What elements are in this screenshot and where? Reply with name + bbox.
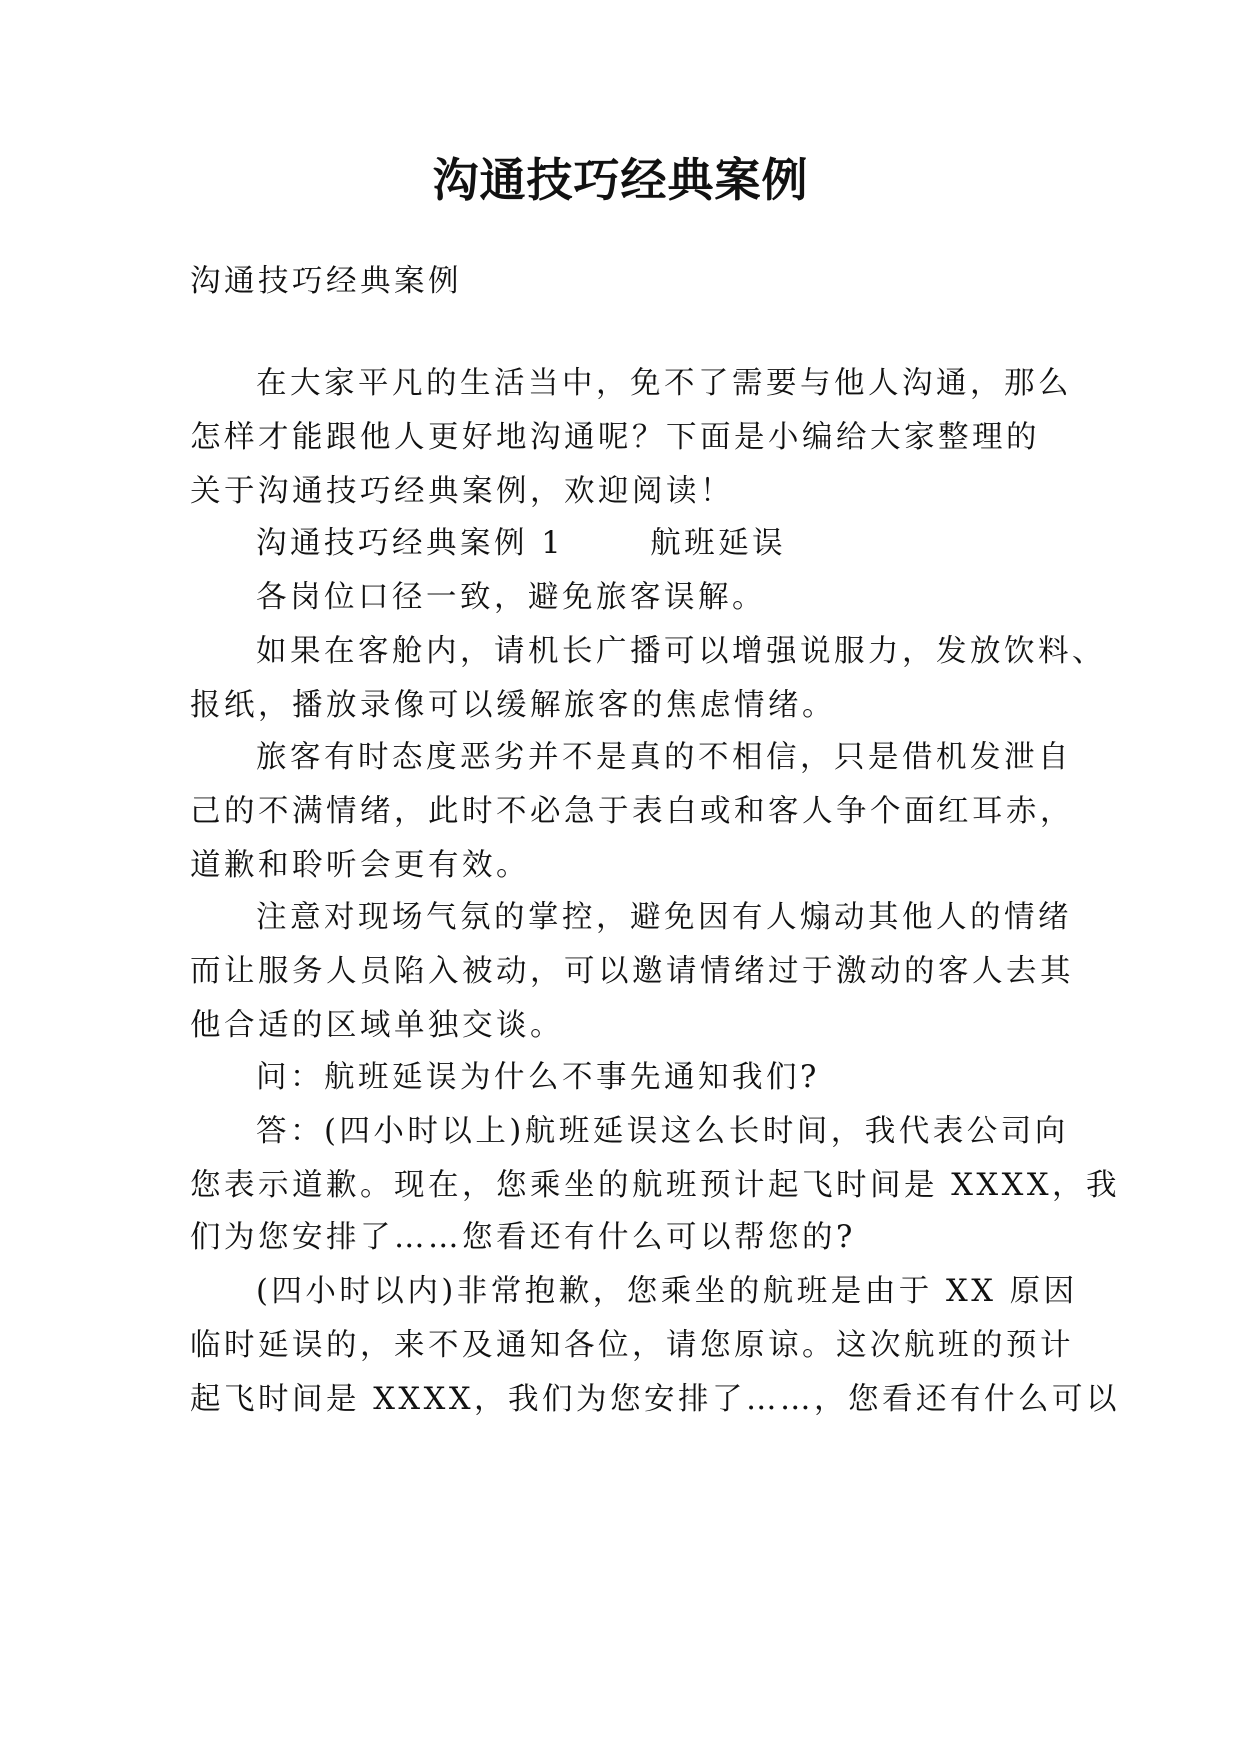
paragraph-line: 而让服务人员陷入被动，可以邀请情绪过于激动的客人去其 — [190, 954, 1074, 989]
paragraph-line: 他合适的区域单独交谈。 — [190, 1008, 564, 1043]
paragraph-line: 在大家平凡的生活当中，免不了需要与他人沟通，那么 — [256, 366, 1072, 401]
paragraph-line: 如果在客舱内，请机长广播可以增强说服力，发放饮料、 — [256, 634, 1106, 669]
paragraph-line: 起飞时间是 XXXX，我们为您安排了……，您看还有什么可以 — [190, 1382, 1121, 1417]
paragraph-line: 旅客有时态度恶劣并不是真的不相信，只是借机发泄自 — [256, 740, 1072, 775]
paragraph-line: 报纸，播放录像可以缓解旅客的焦虑情绪。 — [190, 688, 836, 723]
paragraph-line: 注意对现场气氛的掌控，避免因有人煽动其他人的情绪 — [256, 900, 1072, 935]
paragraph-line: (四小时以内)非常抱歉，您乘坐的航班是由于 XX 原因 — [256, 1274, 1078, 1309]
paragraph-line: 道歉和聆听会更有效。 — [190, 848, 530, 883]
paragraph-line: 们为您安排了……您看还有什么可以帮您的? — [190, 1220, 856, 1255]
case-heading-topic: 航班延误 — [650, 526, 787, 561]
document-title: 沟通技巧经典案例 — [432, 153, 809, 207]
paragraph-line: 己的不满情绪，此时不必急于表白或和客人争个面红耳赤， — [190, 794, 1074, 829]
paragraph-line: 问：航班延误为什么不事先通知我们? — [256, 1060, 820, 1095]
case-heading-label: 沟通技巧经典案例 1 — [256, 526, 565, 561]
paragraph-line: 关于沟通技巧经典案例，欢迎阅读！ — [190, 474, 734, 509]
paragraph-line: 怎样才能跟他人更好地沟通呢？下面是小编给大家整理的 — [190, 420, 1040, 455]
paragraph-line: 临时延误的，来不及通知各位，请您原谅。这次航班的预计 — [190, 1328, 1074, 1363]
paragraph-line: 您表示道歉。现在，您乘坐的航班预计起飞时间是 XXXX，我 — [190, 1168, 1121, 1203]
paragraph-line: 答：(四小时以上)航班延误这么长时间，我代表公司向 — [256, 1114, 1069, 1149]
case-heading — [256, 524, 1136, 564]
paragraph-line: 各岗位口径一致，避免旅客误解。 — [256, 580, 766, 615]
document-subtitle: 沟通技巧经典案例 — [190, 264, 462, 299]
